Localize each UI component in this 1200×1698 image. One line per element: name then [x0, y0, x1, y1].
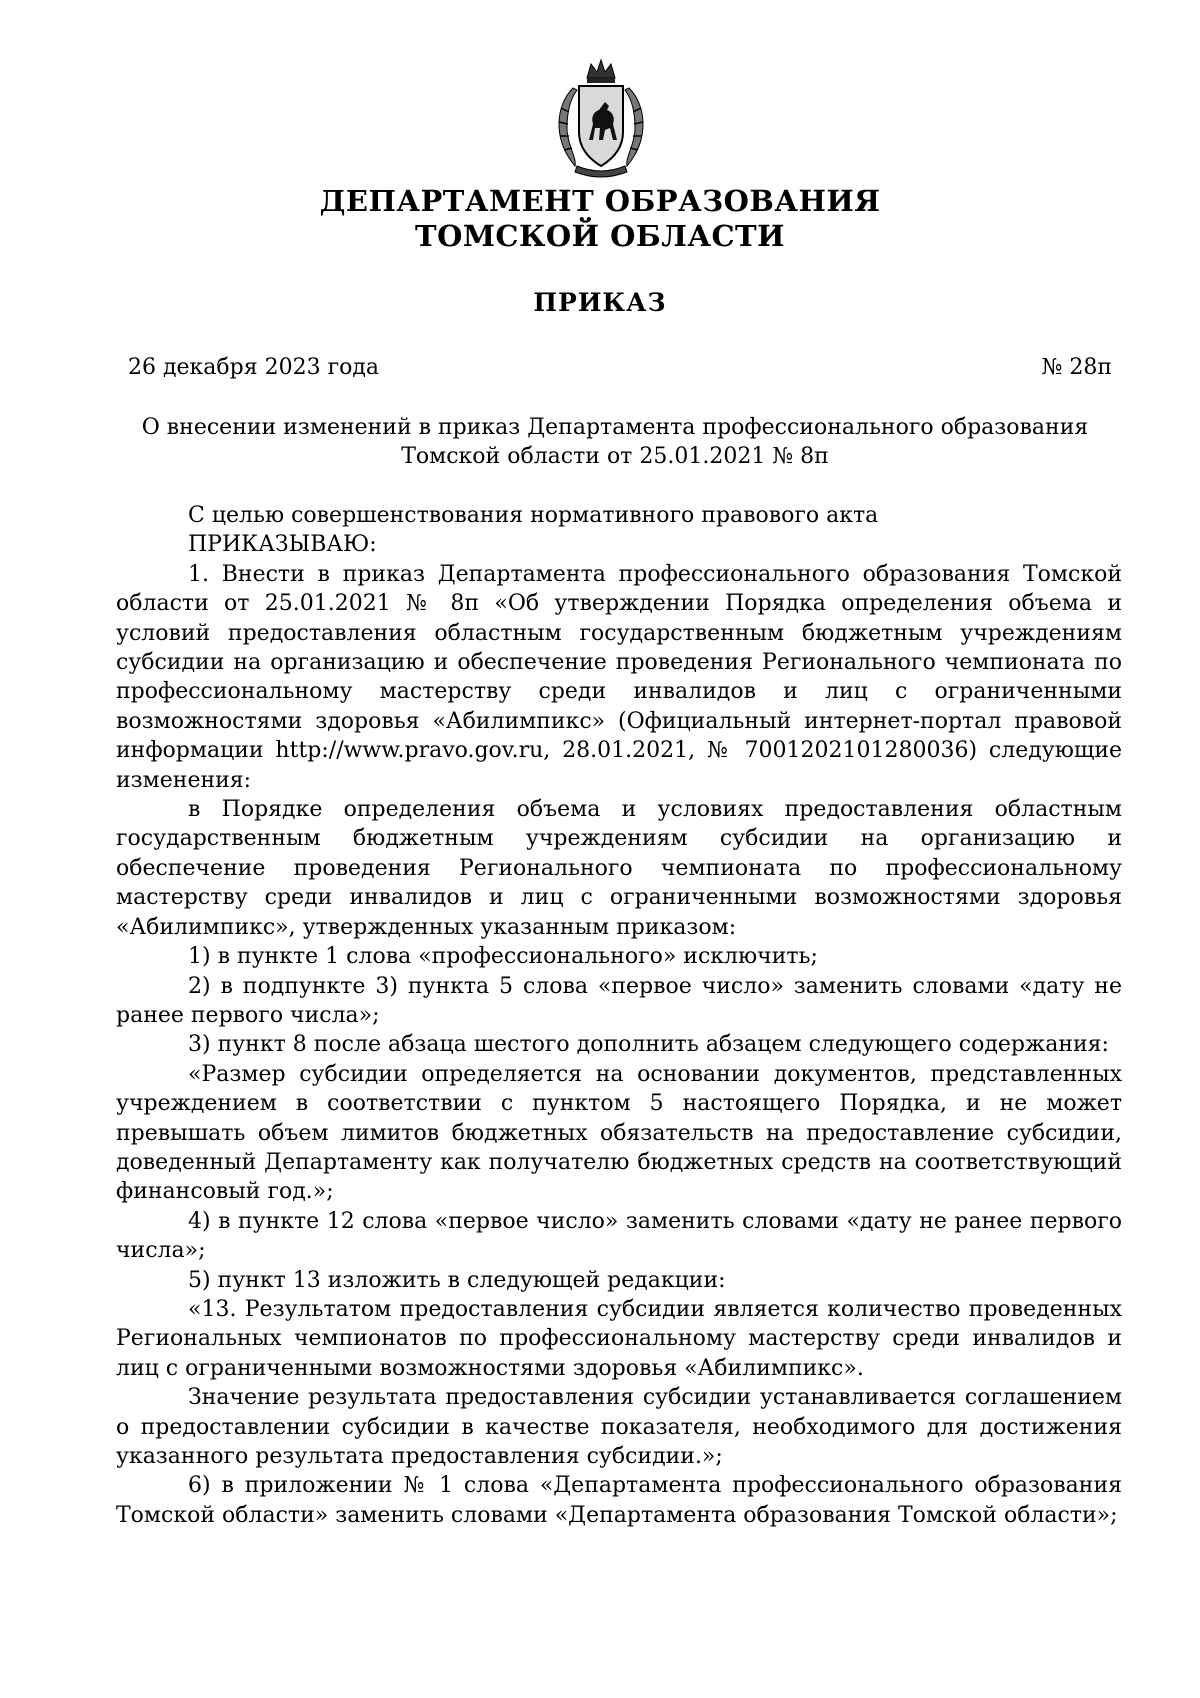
org-name-line1: ДЕПАРТАМЕНТ ОБРАЗОВАНИЯ — [319, 184, 881, 218]
paragraph-change-1: 1) в пункте 1 слова «профессионального» исключить; — [188, 944, 818, 970]
paragraph-change-5: 5) пункт 13 изложить в следующей редакции: — [188, 1267, 726, 1293]
paragraph-change-6: 6) в приложении № 1 слова «Департамента профессионального образования Томской области» заменить словами «Департамента образования Томской области»; — [116, 1473, 1122, 1528]
org-name-line2: ТОМСКОЙ ОБЛАСТИ — [414, 219, 786, 253]
document-date: 26 декабря 2023 года — [128, 355, 380, 380]
paragraph-change-2: 2) в подпункте 3) пункта 5 слова «первое число» заменить словами «дату не ранее первого числа»; — [116, 973, 1122, 1028]
coat-of-arms-icon — [547, 58, 655, 180]
paragraph-intro: С целью совершенствования нормативного правового акта — [188, 503, 879, 528]
paragraph-change-3: 3) пункт 8 после абзаца шестого дополнить абзацем следующего содержания: — [188, 1032, 1109, 1058]
document-subject: О внесении изменений в приказ Департамента профессионального образования Томской области от 25.01.2021 № 8п — [141, 415, 1089, 469]
paragraph-subsidy-size: «Размер субсидии определяется на основании документов, представленных учреждением в соответствии с пунктом 5 настоящего Порядка, и не может превышать объем лимитов бюджетных обязательств на предоставление субсидии, доведенный Департаменту как получателю бюджетных средств на соответствующий финансовый год.»; — [116, 1061, 1122, 1205]
paragraph-item-1: 1. Внести в приказ Департамента профессионального образования Томской области от 25.01.2021 № 8п «Об утверждении Порядка определения объема и условий предоставления областным государственным бюджетным учреждениям субсидии на организацию и обеспечение проведения Регионального чемпионата по профессиональному мастерству среди инвалидов и лиц с ограниченными возможностями здоровья «Абилимпикс» (Официальный интернет-портал правовой информации http://www.pravo.gov.ru, 28.01.2021, № 7001202101280036) следующие изменения: — [116, 561, 1122, 793]
paragraph-order: ПРИКАЗЫВАЮ: — [188, 532, 377, 558]
paragraph-change-4: 4) в пункте 12 слова «первое число» заменить словами «дату не ранее первого числа»; — [116, 1208, 1122, 1264]
document-type-title: ПРИКАЗ — [533, 288, 667, 317]
document-number: № 28п — [1041, 355, 1112, 380]
paragraph-item-13: «13. Результатом предоставления субсидии является количество проведенных Региональных чемпионатов по профессиональному мастерству среди инвалидов и лиц с ограниченными возможностями здоровья «Абилимпикс». — [116, 1296, 1122, 1381]
document-body — [116, 501, 1122, 1530]
paragraph-result-value: Значение результата предоставления субсидии устанавливается соглашением о предоставлении субсидии в качестве показателя, необходимого для достижения указанного результата предоставления субсидии.»; — [116, 1385, 1122, 1469]
paragraph-procedure: в Порядке определения объема и условиях предоставления областным государственным бюджетным учреждениям субсидии на организацию и обеспечение проведения Регионального чемпионата по профессиональному мастерству среди инвалидов и лиц с ограниченными возможностями здоровья «Абилимпикс», утвержденных указанным приказом: — [116, 797, 1122, 940]
